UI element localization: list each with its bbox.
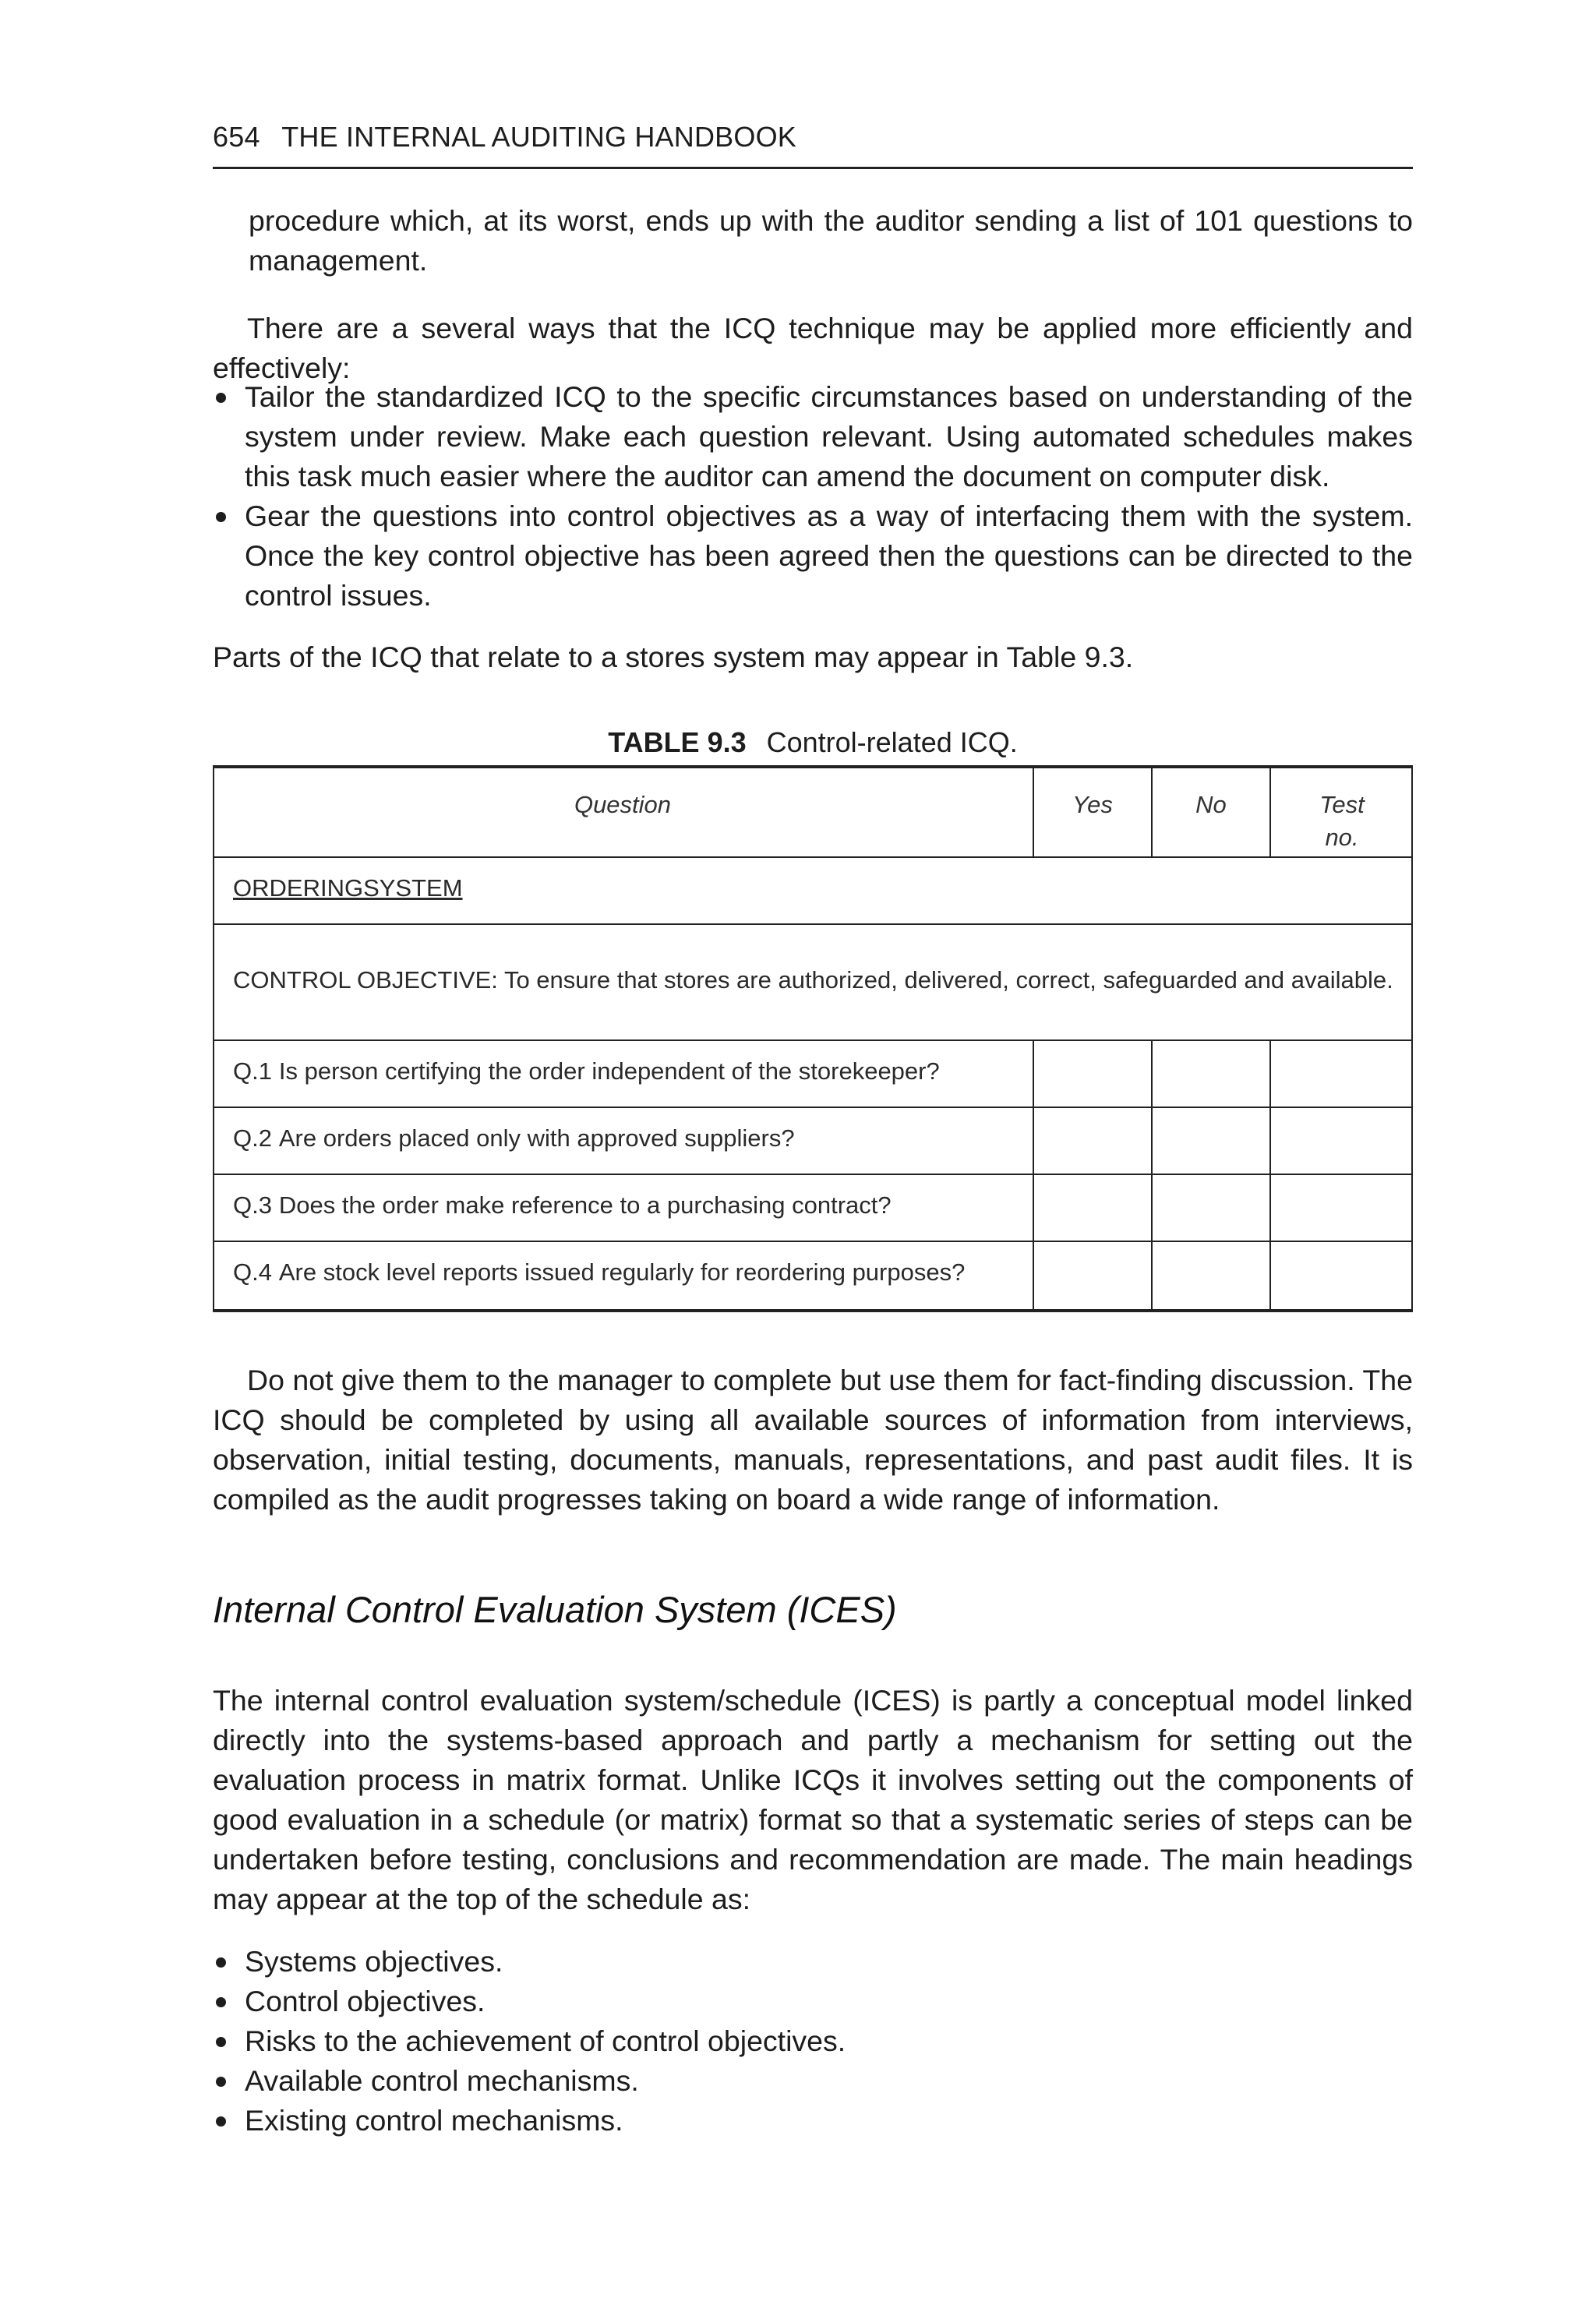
header-no: No — [1151, 768, 1269, 856]
running-head-title: THE INTERNAL AUDITING HANDBOOK — [281, 121, 796, 153]
no-cell[interactable] — [1151, 1108, 1269, 1174]
bullet-list-ices-headings — [213, 1942, 1413, 2141]
list-item-text: Gear the questions into control objectives as a way of interfacing them with the system. Once the key control objective has been agreed then the questions can be directed to the control issues. — [245, 499, 1413, 612]
paragraph-table-ref: Parts of the ICQ that relate to a stores system may appear in Table 9.3. — [213, 641, 1134, 673]
bullet-icon — [216, 2116, 226, 2127]
icq-table — [213, 765, 1413, 1312]
list-item-text: Available control mechanisms. — [245, 2064, 639, 2097]
table-row — [213, 1108, 1413, 1175]
running-head — [213, 121, 1413, 154]
list-item-text: Tailor the standardized ICQ to the specific circumstances based on understanding of the system under review. Make each question relevant. Using automated schedules makes this task much easier where the auditor can amend the document on computer disk. — [245, 380, 1413, 492]
yes-cell[interactable] — [1033, 1175, 1151, 1241]
section-heading: Internal Control Evaluation System (ICES) — [213, 1589, 897, 1630]
test-no-cell[interactable] — [1269, 1242, 1413, 1309]
table-row — [213, 1175, 1413, 1242]
bullet-icon — [216, 1957, 226, 1968]
question-number: Q.3 — [233, 1191, 272, 1219]
question-number: Q.1 — [233, 1057, 272, 1085]
question-text: Are orders placed only with approved suppliers? — [278, 1124, 795, 1152]
list-item — [213, 2101, 1413, 2141]
no-cell[interactable] — [1151, 1041, 1269, 1107]
bullet-icon — [216, 512, 226, 522]
bullet-icon — [216, 1997, 226, 2007]
list-item-text: Systems objectives. — [245, 1945, 503, 1978]
no-cell[interactable] — [1151, 1175, 1269, 1241]
table-number: TABLE 9.3 — [608, 726, 747, 758]
paragraph-intro: There are a several ways that the ICQ technique may be applied more efficiently and effectively: — [213, 312, 1413, 384]
list-item-text: Control objectives. — [245, 1985, 486, 2017]
yes-cell[interactable] — [1033, 1041, 1151, 1107]
list-item — [213, 2061, 1413, 2101]
test-no-cell[interactable] — [1269, 1175, 1413, 1241]
list-item — [213, 2021, 1413, 2061]
paragraph-fact-finding: Do not give them to the manager to complete but use them for fact-finding discussion. The ICQ should be completed by using all available sources of information from interviews, observation, initial testing, documents, manuals, representations, and past audit files. It is compiled as the audit progresses taking on board a wide range of information. — [213, 1364, 1413, 1516]
header-test-no: Test no. — [1269, 768, 1413, 856]
bullet-icon — [216, 2037, 226, 2047]
question-number: Q.4 — [233, 1258, 272, 1286]
list-item — [213, 1982, 1413, 2021]
header-yes: Yes — [1033, 768, 1151, 856]
question-text: Is person certifying the order independent of the storekeeper? — [278, 1057, 940, 1085]
table-section-row — [213, 858, 1413, 925]
paragraph-continued: procedure which, at its worst, ends up with the auditor sending a list of 101 questions to management. — [249, 204, 1413, 277]
table-title: Control-related ICQ. — [766, 726, 1018, 758]
bullet-list-icq — [213, 377, 1413, 616]
list-item — [213, 1942, 1413, 1982]
section-label: ORDERINGSYSTEM — [233, 874, 463, 902]
list-item-text: Existing control mechanisms. — [245, 2104, 623, 2137]
table-row — [213, 1041, 1413, 1108]
bullet-icon — [216, 393, 226, 403]
header-rule — [213, 167, 1413, 169]
header-question: Question — [574, 791, 672, 818]
paragraph-ices: The internal control evaluation system/schedule (ICES) is partly a conceptual model linked directly into the systems-based approach and partly a mechanism for setting out the evaluation process in matrix format. Unlike ICQs it involves setting out the components of good evaluation in a schedule (or matrix) format so that a systematic series of steps can be undertaken before testing, conclusions and recommendation are made. The main headings may appear at the top of the schedule as: — [213, 1684, 1413, 1915]
yes-cell[interactable] — [1033, 1108, 1151, 1174]
table-caption — [213, 726, 1413, 759]
test-no-cell[interactable] — [1269, 1108, 1413, 1174]
table-header-row — [213, 768, 1413, 858]
question-text: Are stock level reports issued regularly for reordering purposes? — [278, 1258, 966, 1286]
table-row — [213, 1242, 1413, 1309]
list-item — [213, 377, 1413, 496]
test-no-cell[interactable] — [1269, 1041, 1413, 1107]
bullet-icon — [216, 2077, 226, 2087]
list-item — [213, 496, 1413, 616]
question-number: Q.2 — [233, 1124, 272, 1152]
page-number: 654 — [213, 121, 260, 153]
yes-cell[interactable] — [1033, 1242, 1151, 1309]
no-cell[interactable] — [1151, 1242, 1269, 1309]
table-objective-row — [213, 925, 1413, 1041]
list-item-text: Risks to the achievement of control objectives. — [245, 2024, 846, 2057]
control-objective: CONTROL OBJECTIVE: To ensure that stores are authorized, delivered, correct, safeguarded and available. — [233, 966, 1393, 994]
question-text: Does the order make reference to a purchasing contract? — [278, 1191, 892, 1219]
